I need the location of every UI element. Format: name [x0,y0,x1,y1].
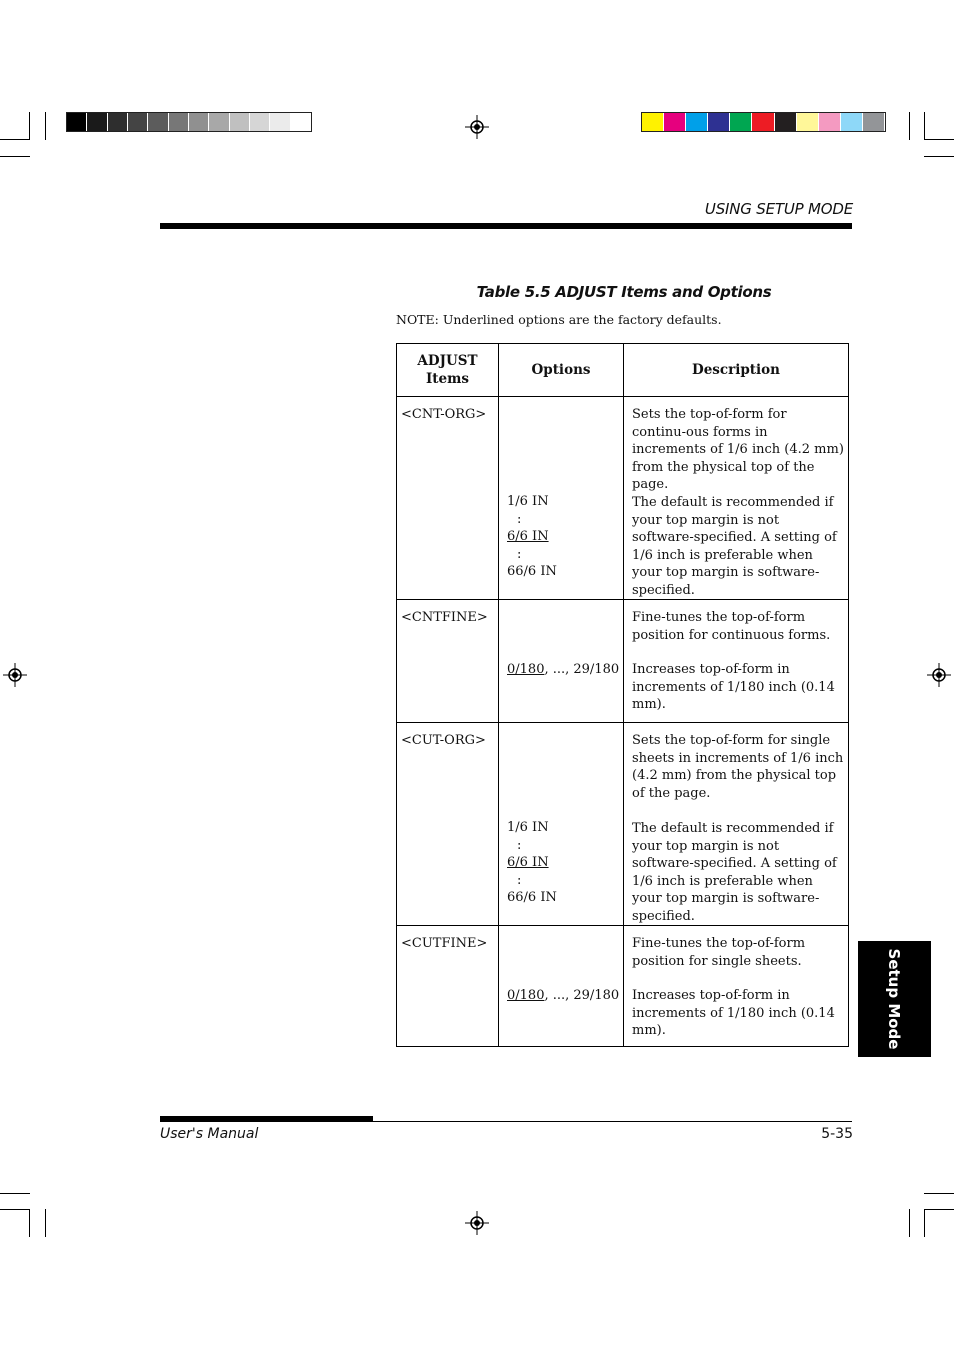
gray-swatch [108,113,128,131]
registration-mark-icon [3,663,27,687]
color-swatch [642,113,664,131]
crop-mark [909,1209,910,1237]
description-text: Fine-tunes the top-of-form position for single sheets. [632,936,806,969]
option-default: 0/180 [507,988,545,1003]
option-default: 6/6 IN [507,855,549,870]
gray-swatch [230,113,250,131]
description-cell [624,926,849,1047]
gray-swatch [189,113,209,131]
option-ellipsis: : [517,546,522,562]
crop-mark [29,1209,30,1237]
gray-swatch [209,113,229,131]
item-cell: <CNT-ORG> [397,397,499,600]
column-header-items [397,344,499,397]
table-row [397,600,849,723]
options-cell [499,600,624,723]
description-cell [624,600,849,723]
color-swatch [797,113,819,131]
running-header: USING SETUP MODE [704,200,853,218]
option-ellipsis: : [517,837,522,853]
crop-mark [924,139,954,140]
color-swatch [863,113,885,131]
table-row [397,723,849,926]
option-first: 1/6 IN [507,494,549,509]
gray-swatch [87,113,107,131]
gray-swatch [128,113,148,131]
crop-mark [45,1209,46,1237]
crop-mark [924,112,925,140]
column-header-description: Description [624,344,849,397]
crop-mark [924,1193,954,1194]
color-swatch [819,113,841,131]
header-rule [160,223,852,229]
color-calibration-bar [641,112,886,132]
color-swatch [708,113,730,131]
column-header-items-line1: ADJUST [417,353,478,369]
crop-mark [0,1193,30,1194]
option-default: 6/6 IN [507,529,549,544]
option-rest: , ..., 29/180 [544,662,620,677]
option-first: 1/6 IN [507,820,549,835]
gray-swatch [67,113,87,131]
description-text: Sets the top-of-form for continu-ous forms in increments of 1/6 inch (4.2 mm) from the physical top of the page. [632,407,844,492]
section-thumb-tab [858,941,931,1057]
description-text: Increases top-of-form in increments of 1/180 inch (0.14 mm). [632,988,835,1038]
page-number: 5-35 [821,1126,853,1142]
crop-mark [924,1209,925,1237]
column-header-items-line2: Items [425,371,470,387]
crop-mark [909,112,910,140]
item-cell: <CUT-ORG> [397,723,499,926]
adjust-table [396,343,849,1047]
item-cell: <CUTFINE> [397,926,499,1047]
table-row [397,926,849,1047]
gray-swatch [148,113,168,131]
table-title: Table 5.5 ADJUST Items and Options [476,283,772,301]
option-last: 66/6 IN [507,564,557,579]
description-text: The default is recommended if your top margin is not software-specified. A setting of 1/6 inch is preferable when your top margin is software-specified. [632,821,837,924]
section-thumb-tab-label: Setup Mode [885,948,903,1050]
crop-mark [0,1209,30,1210]
column-header-options: Options [499,344,624,397]
option-default: 0/180 [507,662,545,677]
crop-mark [924,1209,954,1210]
crop-mark [0,139,30,140]
gray-swatch [250,113,270,131]
color-swatch [664,113,686,131]
description-text: Increases top-of-form in increments of 1/180 inch (0.14 mm). [632,662,835,712]
crop-mark [924,156,954,157]
table-row [397,397,849,600]
color-swatch [686,113,708,131]
options-cell [499,723,624,926]
crop-mark [29,112,30,140]
table-note: NOTE: Underlined options are the factory defaults. [396,312,722,327]
options-cell [499,926,624,1047]
description-text: The default is recommended if your top margin is not software-specified. A setting of 1/6 inch is preferable when your top margin is software-specified. [632,495,837,598]
option-range [507,987,621,1005]
gray-swatch [169,113,189,131]
option-rest: , ..., 29/180 [544,988,620,1003]
description-cell [624,723,849,926]
color-swatch [841,113,863,131]
option-range [507,661,621,679]
option-ellipsis: : [517,872,522,888]
description-text: Fine-tunes the top-of-form position for continuous forms. [632,610,831,643]
gray-calibration-bar [66,112,312,132]
options-cell [499,397,624,600]
crop-mark [0,156,30,157]
crop-mark [45,112,46,140]
description-cell [624,397,849,600]
registration-mark-icon [465,1211,489,1235]
description-text: Sets the top-of-form for single sheets in increments of 1/6 inch (4.2 mm) from the physical top of the page. [632,733,844,801]
footer-manual-title: User's Manual [160,1126,259,1142]
color-swatch [752,113,774,131]
footer-rule [160,1121,852,1122]
option-ellipsis: : [517,511,522,527]
registration-mark-icon [927,663,951,687]
gray-swatch [270,113,290,131]
color-swatch [775,113,797,131]
color-swatch [730,113,752,131]
item-cell: <CNTFINE> [397,600,499,723]
gray-swatch [291,113,311,131]
table-header-row [397,344,849,397]
registration-mark-icon [465,115,489,139]
option-last: 66/6 IN [507,890,557,905]
